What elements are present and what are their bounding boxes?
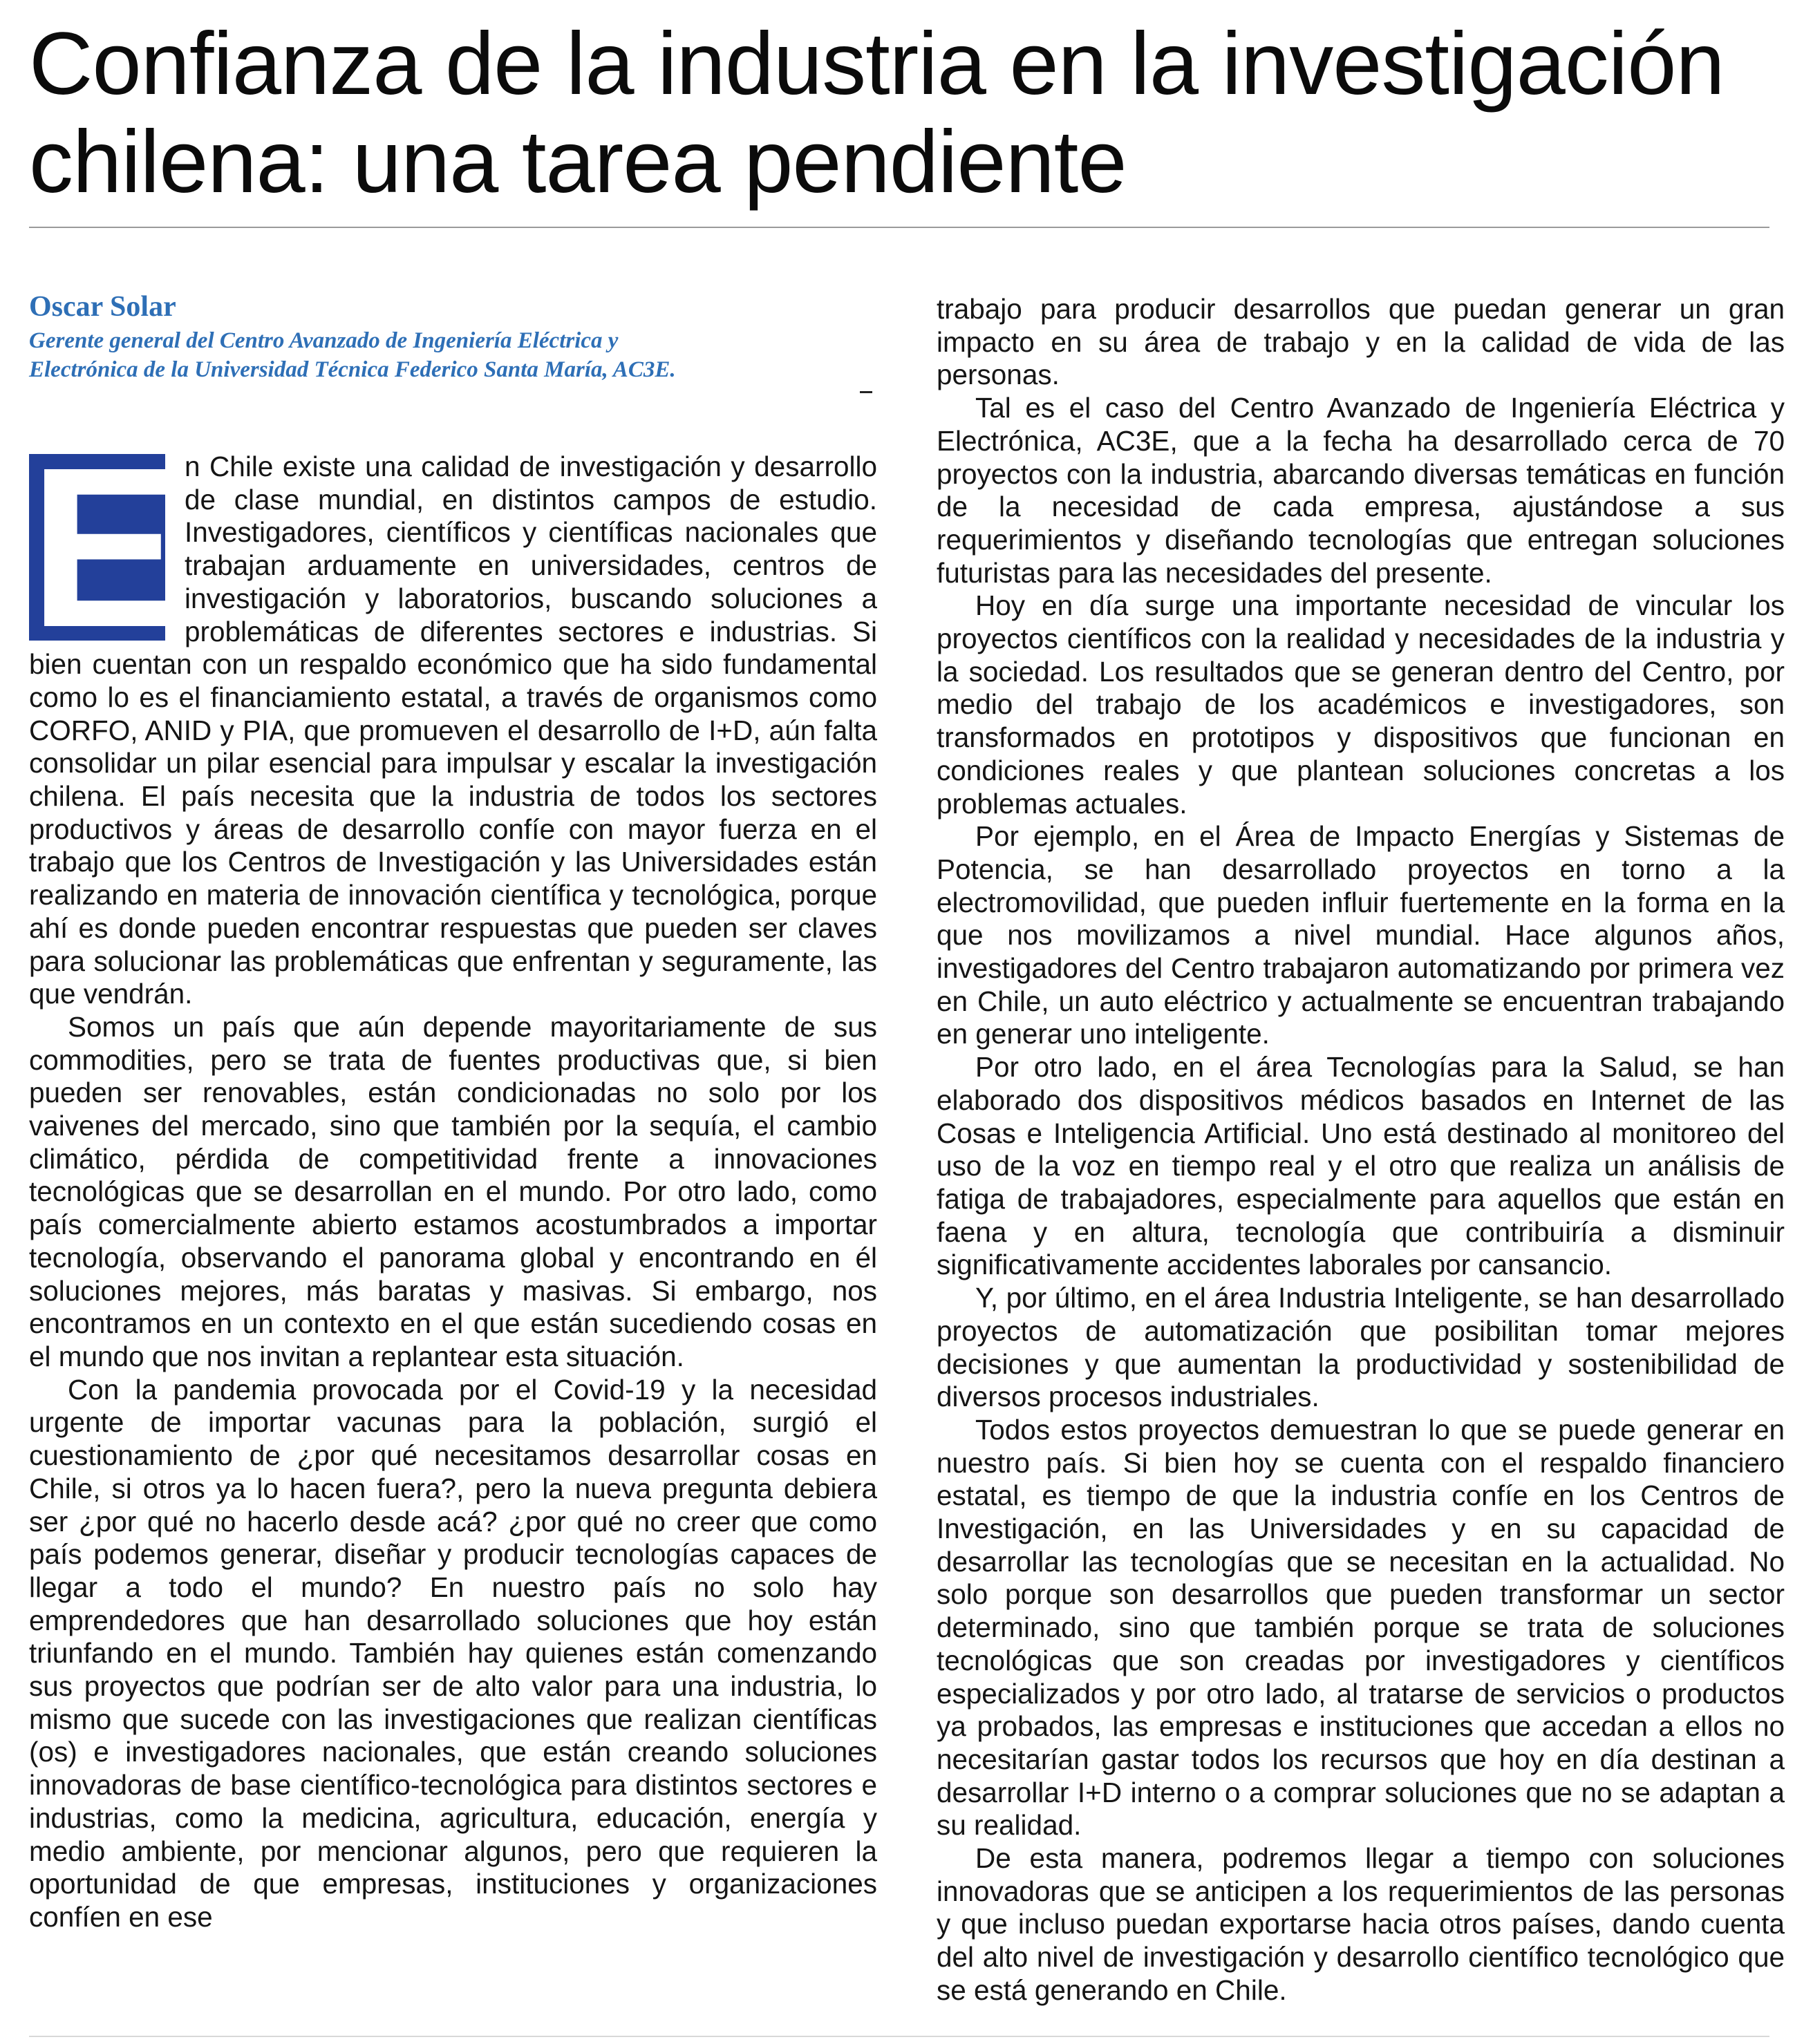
article-title-line-1: Confianza de la industria en la investigación bbox=[29, 15, 1725, 113]
article-title bbox=[29, 15, 1798, 211]
paragraph: Por ejemplo, en el Área de Impacto Energías y Sistemas de Potencia, se han desarrollado proyectos en torno a la electromovilidad, que pueden influir fuertemente en la forma en la que nos movilizamos a nivel mundial. Hace algunos años, investigadores del Centro trabajaron automatizando por primera vez en Chile, un auto eléctrico y actualmente se encuentran trabajando en generar uno inteligente. bbox=[937, 820, 1785, 1050]
paragraph: Tal es el caso del Centro Avanzado de Ingeniería Eléctrica y Electrónica, AC3E, que a la fecha ha desarrollado cerca de 70 proyectos con la industria, abarcando diversas temáticas en función de la necesidad de cada empresa, ajustándose a sus requerimientos y diseñando tecnologías que entregan soluciones futuristas para las necesidades del presente. bbox=[937, 392, 1785, 589]
paragraph: Hoy en día surge una importante necesidad de vincular los proyectos científicos con la realidad y necesidades de la industria y la sociedad. Los resultados que se generan dentro del Centro, por medio del trabajo de los académicos e investigadores, son transformados en prototipos y dispositivos que funcionan en condiciones reales y que plantean soluciones concretas a los problemas actuales. bbox=[937, 589, 1785, 820]
paragraph-intro bbox=[29, 419, 877, 1011]
article-column-left bbox=[29, 419, 877, 1934]
paragraph: Somos un país que aún depende mayoritariamente de sus commodities, pero se trata de fuentes productivas que, si bien pueden ser renovables, están condicionadas no solo por los vaivenes del mercado, sino que también por la sequía, el cambio climático, pérdida de competitividad frente a innovaciones tecnológicas que se desarrollan en el mundo. Por otro lado, como país comercialmente abierto estamos acostumbrados a importar tecnología, observando el panorama global y encontrando en él soluciones mejores, más baratas y masivas. Si embargo, nos encontramos en un contexto en el que están sucediendo cosas en el mundo que nos invitan a replantear esta situación. bbox=[29, 1010, 877, 1372]
paragraph: Y, por último, en el área Industria Inteligente, se han desarrollado proyectos de automatización que posibilitan tomar mejores decisiones y que aumentan la productividad y sostenibilidad de diversos procesos industriales. bbox=[937, 1282, 1785, 1413]
byline bbox=[29, 290, 869, 384]
bottom-divider bbox=[29, 2036, 1769, 2037]
byline-end-mark bbox=[860, 391, 872, 393]
paragraph-intro-text: n Chile existe una calidad de investigación y desarrollo de clase mundial, en distintos campos de estudio. Investigadores, científicos y científicas nacionales que trabajan arduamente en universidades, centros de investigación y laboratorios, buscando soluciones a problemáticas de diferentes sectores e industrias. Si bien cuentan con un respaldo económico que ha sido fundamental como lo es el financiamiento estatal, a través de organismos como CORFO, ANID y PIA, que promueven el desarrollo de I+D, aún falta consolidar un pilar esencial para impulsar y escalar la investigación chilena. El país necesita que la industria de todos los sectores productivos y áreas de desarrollo confíe con mayor fuerza en el trabajo que los Centros de Investigación y las Universidades están realizando en materia de innovación científica y tecnológica, porque ahí es donde pueden encontrar respuestas que pueden ser claves para solucionar las problemáticas que enfrentan y seguramente, las que vendrán. bbox=[29, 451, 877, 1010]
author-role-line-2: Electrónica de la Universidad Técnica Federico Santa María, AC3E. bbox=[29, 357, 676, 382]
paragraph: De esta manera, podremos llegar a tiempo con soluciones innovadoras que se anticipen a los requerimientos de las personas y que incluso puedan exportarse hacia otros países, dando cuenta del alto nivel de investigación y desarrollo científico tecnológico que se está generando en Chile. bbox=[937, 1842, 1785, 2006]
author-name: Oscar Solar bbox=[29, 291, 176, 323]
drop-cap: E bbox=[29, 419, 182, 674]
paragraph: Todos estos proyectos demuestran lo que se puede generar en nuestro país. Si bien hoy se cuenta con el respaldo financiero estatal, es tiempo de que la industria confíe en los Centros de Investigación, en las Universidades y en su capacidad de desarrollar las tecnologías que se necesitan en la actualidad. No solo porque son desarrollos que pueden transformar un sector determinado, sino que también porque se trata de soluciones tecnológicas que son creadas por investigadores y científicos especializados y por otro lado, al tratarse de servicios o productos ya probados, las empresas e instituciones que accedan a ellos no necesitarían gastar todos los recursos que hoy en día destinan a desarrollar I+D interno o a comprar soluciones que no se adaptan a su realidad. bbox=[937, 1413, 1785, 1842]
title-divider bbox=[29, 227, 1769, 228]
author-role bbox=[29, 326, 869, 384]
paragraph: Por otro lado, en el área Tecnologías para la Salud, se han elaborado dos dispositivos médicos basados en Internet de las Cosas e Inteligencia Artificial. Uno está destinado al monitoreo del uso de la voz en tiempo real y el otro que realiza un análisis de fatiga de trabajadores, especialmente para aquellos que están en faena y en altura, tecnología que contribuiría a disminuir significativamente accidentes laborales por cansancio. bbox=[937, 1051, 1785, 1281]
article-title-line-2: chilena: una tarea pendiente bbox=[29, 113, 1127, 211]
paragraph: Con la pandemia provocada por el Covid-19 y la necesidad urgente de importar vacunas para la población, surgió el cuestionamiento de ¿por qué necesitamos desarrollar cosas en Chile, si otros ya lo hacen fuera?, pero la nueva pregunta debiera ser ¿por qué no hacerlo desde acá? ¿por qué no creer que como país podemos generar, diseñar y producir tecnologías capaces de llegar a todo el mundo? En nuestro país no solo hay emprendedores que han desarrollado soluciones que hoy están triunfando en el mundo. También hay quienes están comenzando sus proyectos que podrían ser de alto valor para una industria, lo mismo que sucede con las investigaciones que realizan científicas (os) e investigadores nacionales, que están creando soluciones innovadoras de base científico-tecnológica para distintos sectores e industrias, como la medicina, agricultura, educación, energía y medio ambiente, por mencionar algunos, pero que requieren la oportunidad de que empresas, instituciones y organizaciones confíen en ese bbox=[29, 1373, 877, 1933]
paragraph-continued: trabajo para producir desarrollos que puedan generar un gran impacto en su área de trabajo y en la calidad de vida de las personas. bbox=[937, 293, 1785, 391]
article-column-right bbox=[937, 293, 1785, 2007]
author-role-line-1: Gerente general del Centro Avanzado de Ingeniería Eléctrica y bbox=[29, 328, 619, 353]
